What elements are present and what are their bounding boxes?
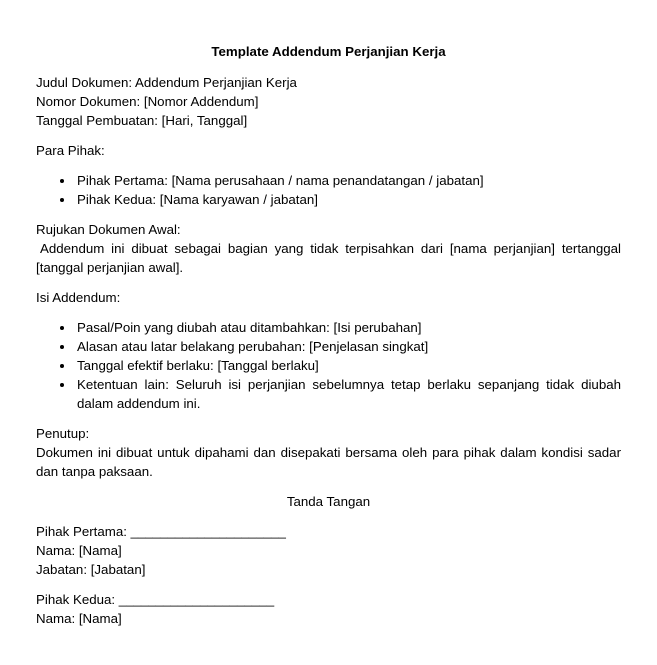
bullet-item-pihak-pertama: • Pihak Pertama: [Nama perusahaan / nama penandatangan / jabatan]: [75, 171, 621, 190]
bullet-item-pasal: • Pasal/Poin yang diubah atau ditambahkan: [Isi perubahan]: [75, 318, 621, 337]
signature-jabatan-pihak-pertama: Jabatan: [Jabatan]: [36, 562, 146, 577]
meta-line-nomor: Nomor Dokumen: [Nomor Addendum]: [36, 94, 259, 109]
document-title: Template Addendum Perjanjian Kerja: [211, 44, 446, 59]
isi-addendum-list: [36, 318, 621, 413]
section-heading-rujukan: Rujukan Dokumen Awal:: [36, 222, 181, 237]
section-heading-para-pihak: Para Pihak:: [36, 143, 105, 158]
penutup-body: Dokumen ini dibuat untuk dipahami dan disepakati bersama oleh para pihak dalam kondisi sadar dan tanpa paksaan.: [36, 445, 621, 479]
bullet-item-ketentuan-lain: • Ketentuan lain: Seluruh isi perjanjian sebelumnya tetap berlaku sepanjang tidak diubah dalam addendum ini.: [75, 375, 621, 413]
signature-nama-pihak-pertama: Nama: [Nama]: [36, 543, 122, 558]
para-pihak-heading-block: [36, 141, 621, 160]
meta-line-tanggal: Tanggal Pembuatan: [Hari, Tanggal]: [36, 113, 248, 128]
meta-block: [36, 73, 621, 130]
signature-line-pihak-pertama: Pihak Pertama: _____________________: [36, 524, 286, 539]
signature-block-pihak-pertama: [36, 522, 621, 579]
signature-block-pihak-kedua: [36, 590, 621, 628]
meta-line-judul: Judul Dokumen: Addendum Perjanjian Kerja: [36, 75, 297, 90]
para-pihak-list: [36, 171, 621, 209]
rujukan-body: Addendum ini dibuat sebagai bagian yang tidak terpisahkan dari [nama perjanjian] tertanggal [tanggal perjanjian awal].: [36, 241, 621, 275]
bullet-item-alasan: • Alasan atau latar belakang perubahan: [Penjelasan singkat]: [75, 337, 621, 356]
isi-addendum-heading-block: [36, 288, 621, 307]
rujukan-block: [36, 220, 621, 277]
section-heading-penutup: Penutup:: [36, 426, 90, 441]
signature-nama-pihak-kedua: Nama: [Nama]: [36, 611, 122, 626]
tanda-tangan-heading-block: [36, 492, 621, 511]
section-heading-tanda-tangan: Tanda Tangan: [286, 494, 371, 509]
penutup-block: [36, 424, 621, 481]
signature-line-pihak-kedua: Pihak Kedua: _____________________: [36, 592, 275, 607]
section-heading-isi-addendum: Isi Addendum:: [36, 290, 121, 305]
bullet-item-pihak-kedua: • Pihak Kedua: [Nama karyawan / jabatan]: [75, 190, 621, 209]
bullet-item-tanggal-efektif: • Tanggal efektif berlaku: [Tanggal berlaku]: [75, 356, 621, 375]
